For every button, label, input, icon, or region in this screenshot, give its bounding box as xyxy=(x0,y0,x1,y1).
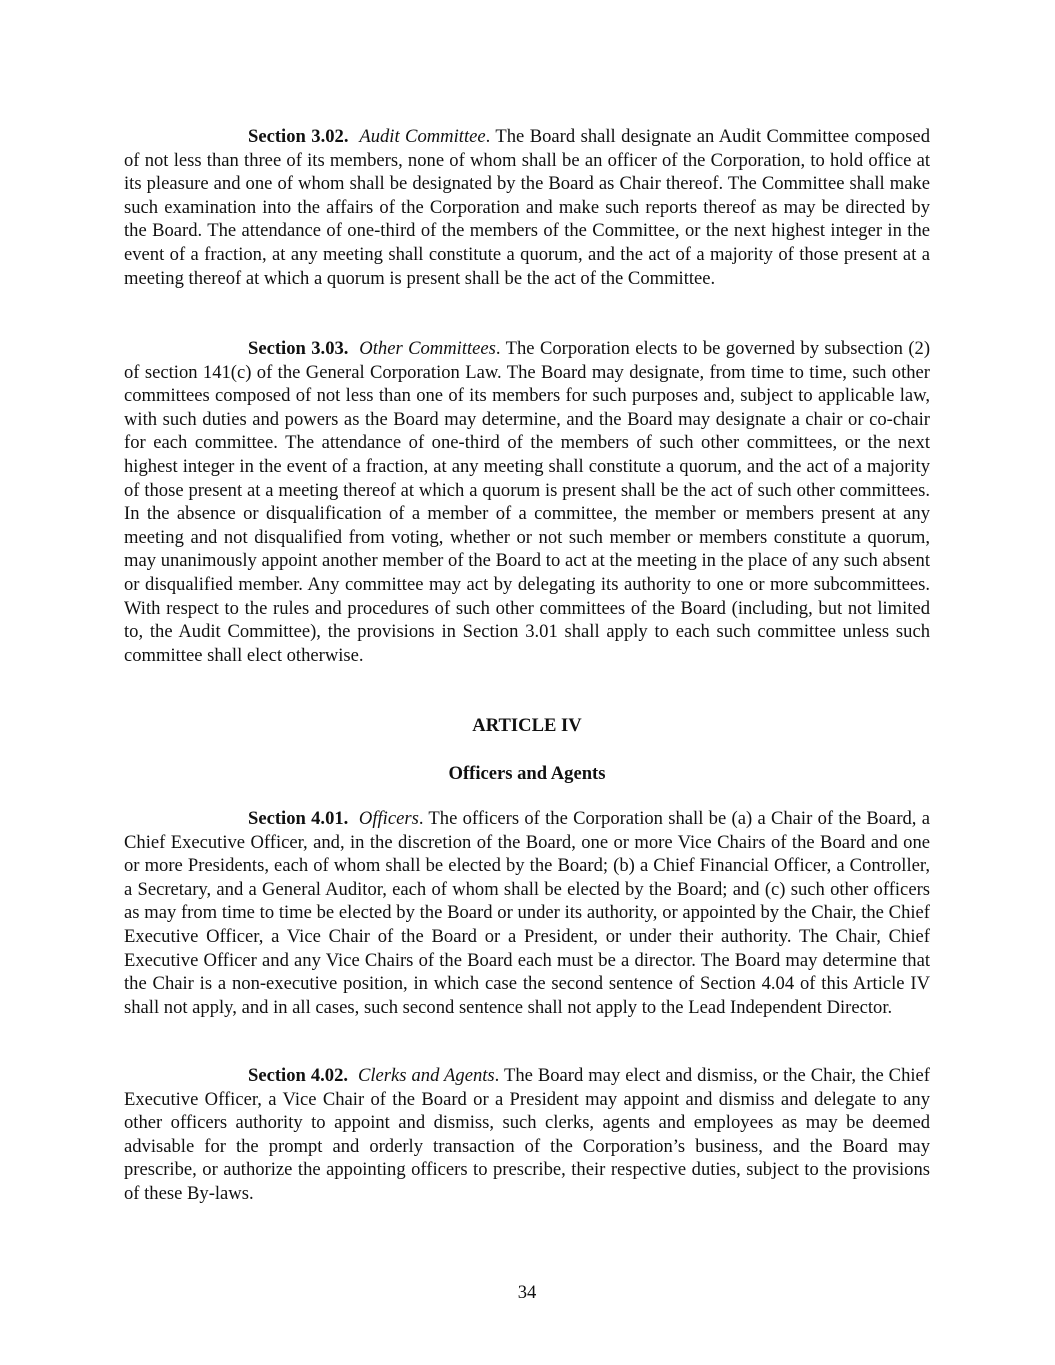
section-title: Other Committees xyxy=(359,338,496,359)
section-number: Section 3.03. xyxy=(248,338,349,359)
section-3-03-paragraph xyxy=(124,337,930,667)
section-4-02-paragraph xyxy=(124,1064,930,1206)
section-title: Officers xyxy=(358,808,419,829)
article-subheading: Officers and Agents xyxy=(448,763,606,784)
section-title: Clerks and Agents xyxy=(357,1065,495,1086)
section-number: Section 4.01. xyxy=(248,808,349,829)
section-4-01-paragraph xyxy=(124,807,930,1019)
section-3-02-paragraph xyxy=(124,125,930,290)
section-number: Section 3.02. xyxy=(248,126,349,147)
section-body: . The Board shall designate an Audit Committee composed of not less than three of its members, none of whom shall be an officer of the Corporation, to hold office at its pleasure and one of whom shall be designated by the Board as Chair thereof. The Committee shall make such examination into the affairs of the Corporation and make such reports thereof as may be directed by the Board. The attendance of one-third of the members of the Committee, or the next highest integer in the event of a fraction, at any meeting shall constitute a quorum, and the act of a majority of those present at a meeting thereof at which a quorum is present shall be the act of the Committee. xyxy=(124,126,930,289)
page-number: 34 xyxy=(517,1282,537,1303)
section-title: Audit Committee xyxy=(359,126,486,147)
section-body: . The Corporation elects to be governed by subsection (2) of section 141(c) of the General Corporation Law. The Board may designate, from time to time, such other committees composed of not less than one of its members for such purposes and, subject to applicable law, with such duties and powers as the Board may determine, and the Board may designate a chair or co-chair for each committee. The attendance of one-third of the members of such other committees, or the next highest integer in the event of a fraction, at any meeting shall constitute a quorum, and the act of a majority of those present at a meeting thereof at which a quorum is present shall be the act of such other committees. In the absence or disqualification of a member of a committee, the member or members present at any meeting and not disqualified from voting, whether or not such member or members constitute a quorum, may unanimously appoint another member of the Board to act at the meeting in the place of any such absent or disqualified member. Any committee may act by delegating its authority to one or more subcommittees. With respect to the rules and procedures of such other committees of the Board (including, but not limited to, the Audit Committee), the provisions in Section 3.01 shall apply to each such committee unless such committee shall elect otherwise. xyxy=(124,338,931,666)
section-number: Section 4.02. xyxy=(248,1065,349,1086)
section-body: . The officers of the Corporation shall be (a) a Chair of the Board, a Chief Executive Officer, and, in the discretion of the Board, one or more Vice Chairs of the Board and one or more Presidents, each of whom shall be elected by the Board; (b) a Chief Financial Officer, a Controller, a Secretary, and a General Auditor, each of whom shall be elected by the Board; and (c) such other officers as may from time to time be elected by the Board or under its authority, or appointed by the Chair, the Chief Executive Officer, a Vice Chair of the Board or a President, or under their authority. The Chair, Chief Executive Officer and any Vice Chairs of the Board each must be a director. The Board may determine that the Chair is a non-executive position, in which case the second sentence of Section 4.04 of this Article IV shall not apply, and in all cases, such second sentence shall not apply to the Lead Independent Director. xyxy=(124,808,930,1018)
section-body: . The Board may elect and dismiss, or the Chair, the Chief Executive Officer, a Vice Chair of the Board or a President may appoint and dismiss and delegate to any other officers authority to appoint and dismiss, such clerks, agents and employees as may be deemed advisable for the prompt and orderly transaction of the Corporation’s business, and the Board may prescribe, or authorize the appointing officers to prescribe, their respective duties, subject to the provisions of these By-laws. xyxy=(124,1065,930,1204)
article-heading: ARTICLE IV xyxy=(472,715,582,736)
